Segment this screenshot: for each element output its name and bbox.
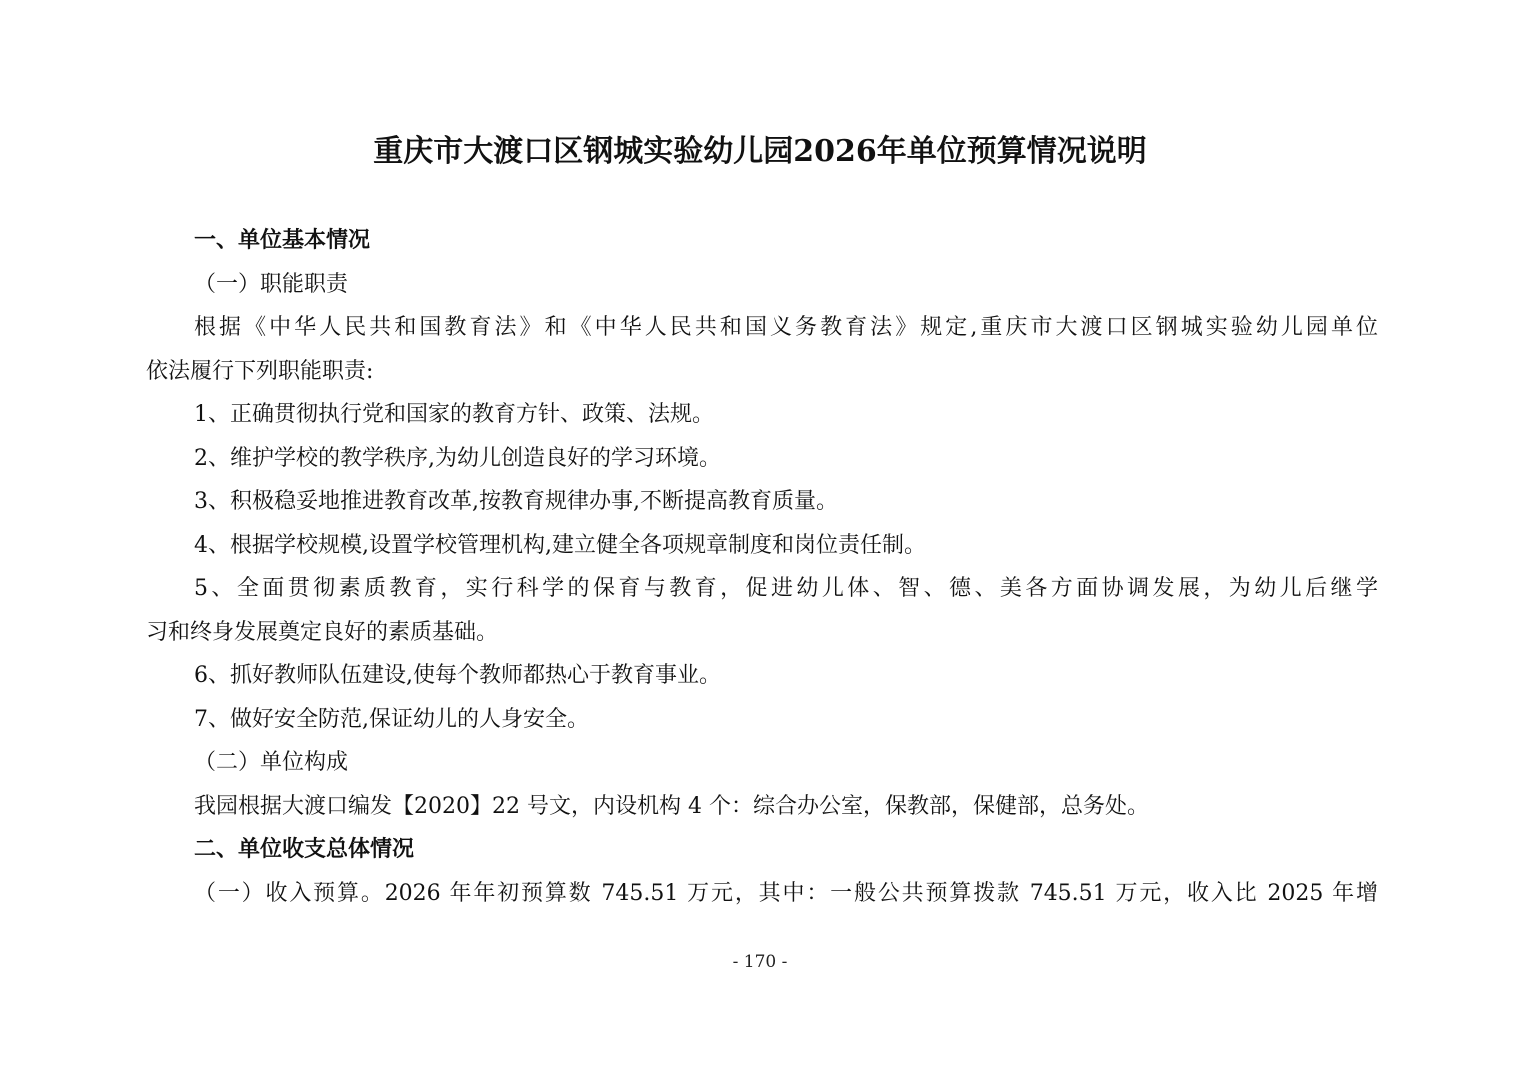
subsection-heading-composition: （二）单位构成 <box>194 750 349 775</box>
document-title: 重庆市大渡口区钢城实验幼儿园2026年单位预算情况说明 <box>373 134 1147 169</box>
list-item: 3、积极稳妥地推进教育改革,按教育规律办事,不断提高教育质量。 <box>194 489 838 514</box>
section-heading-income-expense: 二、单位收支总体情况 <box>194 837 415 862</box>
paragraph-line: 依法履行下列职能职责: <box>146 358 374 384</box>
list-item-continuation: 习和终身发展奠定良好的素质基础。 <box>146 619 499 645</box>
list-item: 1、正确贯彻执行党和国家的教育方针、政策、法规。 <box>194 402 714 427</box>
list-item: 6、抓好教师队伍建设,使每个教师都热心于教育事业。 <box>194 663 721 688</box>
section-heading-basic-info: 一、单位基本情况 <box>194 228 371 253</box>
list-item: 4、根据学校规模,设置学校管理机构,建立健全各项规章制度和岗位责任制。 <box>194 532 926 558</box>
document-body <box>146 219 1378 915</box>
subsection-heading-functions: （一）职能职责 <box>194 271 349 297</box>
list-item: 2、维护学校的教学秩序,为幼儿创造良好的学习环境。 <box>194 445 721 471</box>
list-item: 7、做好安全防范,保证幼儿的人身安全。 <box>194 706 589 732</box>
page-number: - 170 - <box>732 952 788 972</box>
paragraph-line: （一）收入预算。2026 年年初预算数 745.51 万元，其中：一般公共预算拨款 745.51 万元，收入比 2025 年增 <box>194 880 1378 906</box>
list-item: 5、全面贯彻素质教育，实行科学的保育与教育，促进幼儿体、智、德、美各方面协调发展，为幼儿后继学 <box>194 576 1378 601</box>
paragraph-line: 我园根据大渡口编发【2020】22 号文，内设机构 4 个：综合办公室，保教部，保健部，总务处。 <box>194 793 1149 819</box>
paragraph-line: 根据《中华人民共和国教育法》和《中华人民共和国义务教育法》规定,重庆市大渡口区钢城实验幼儿园单位 <box>194 315 1378 340</box>
